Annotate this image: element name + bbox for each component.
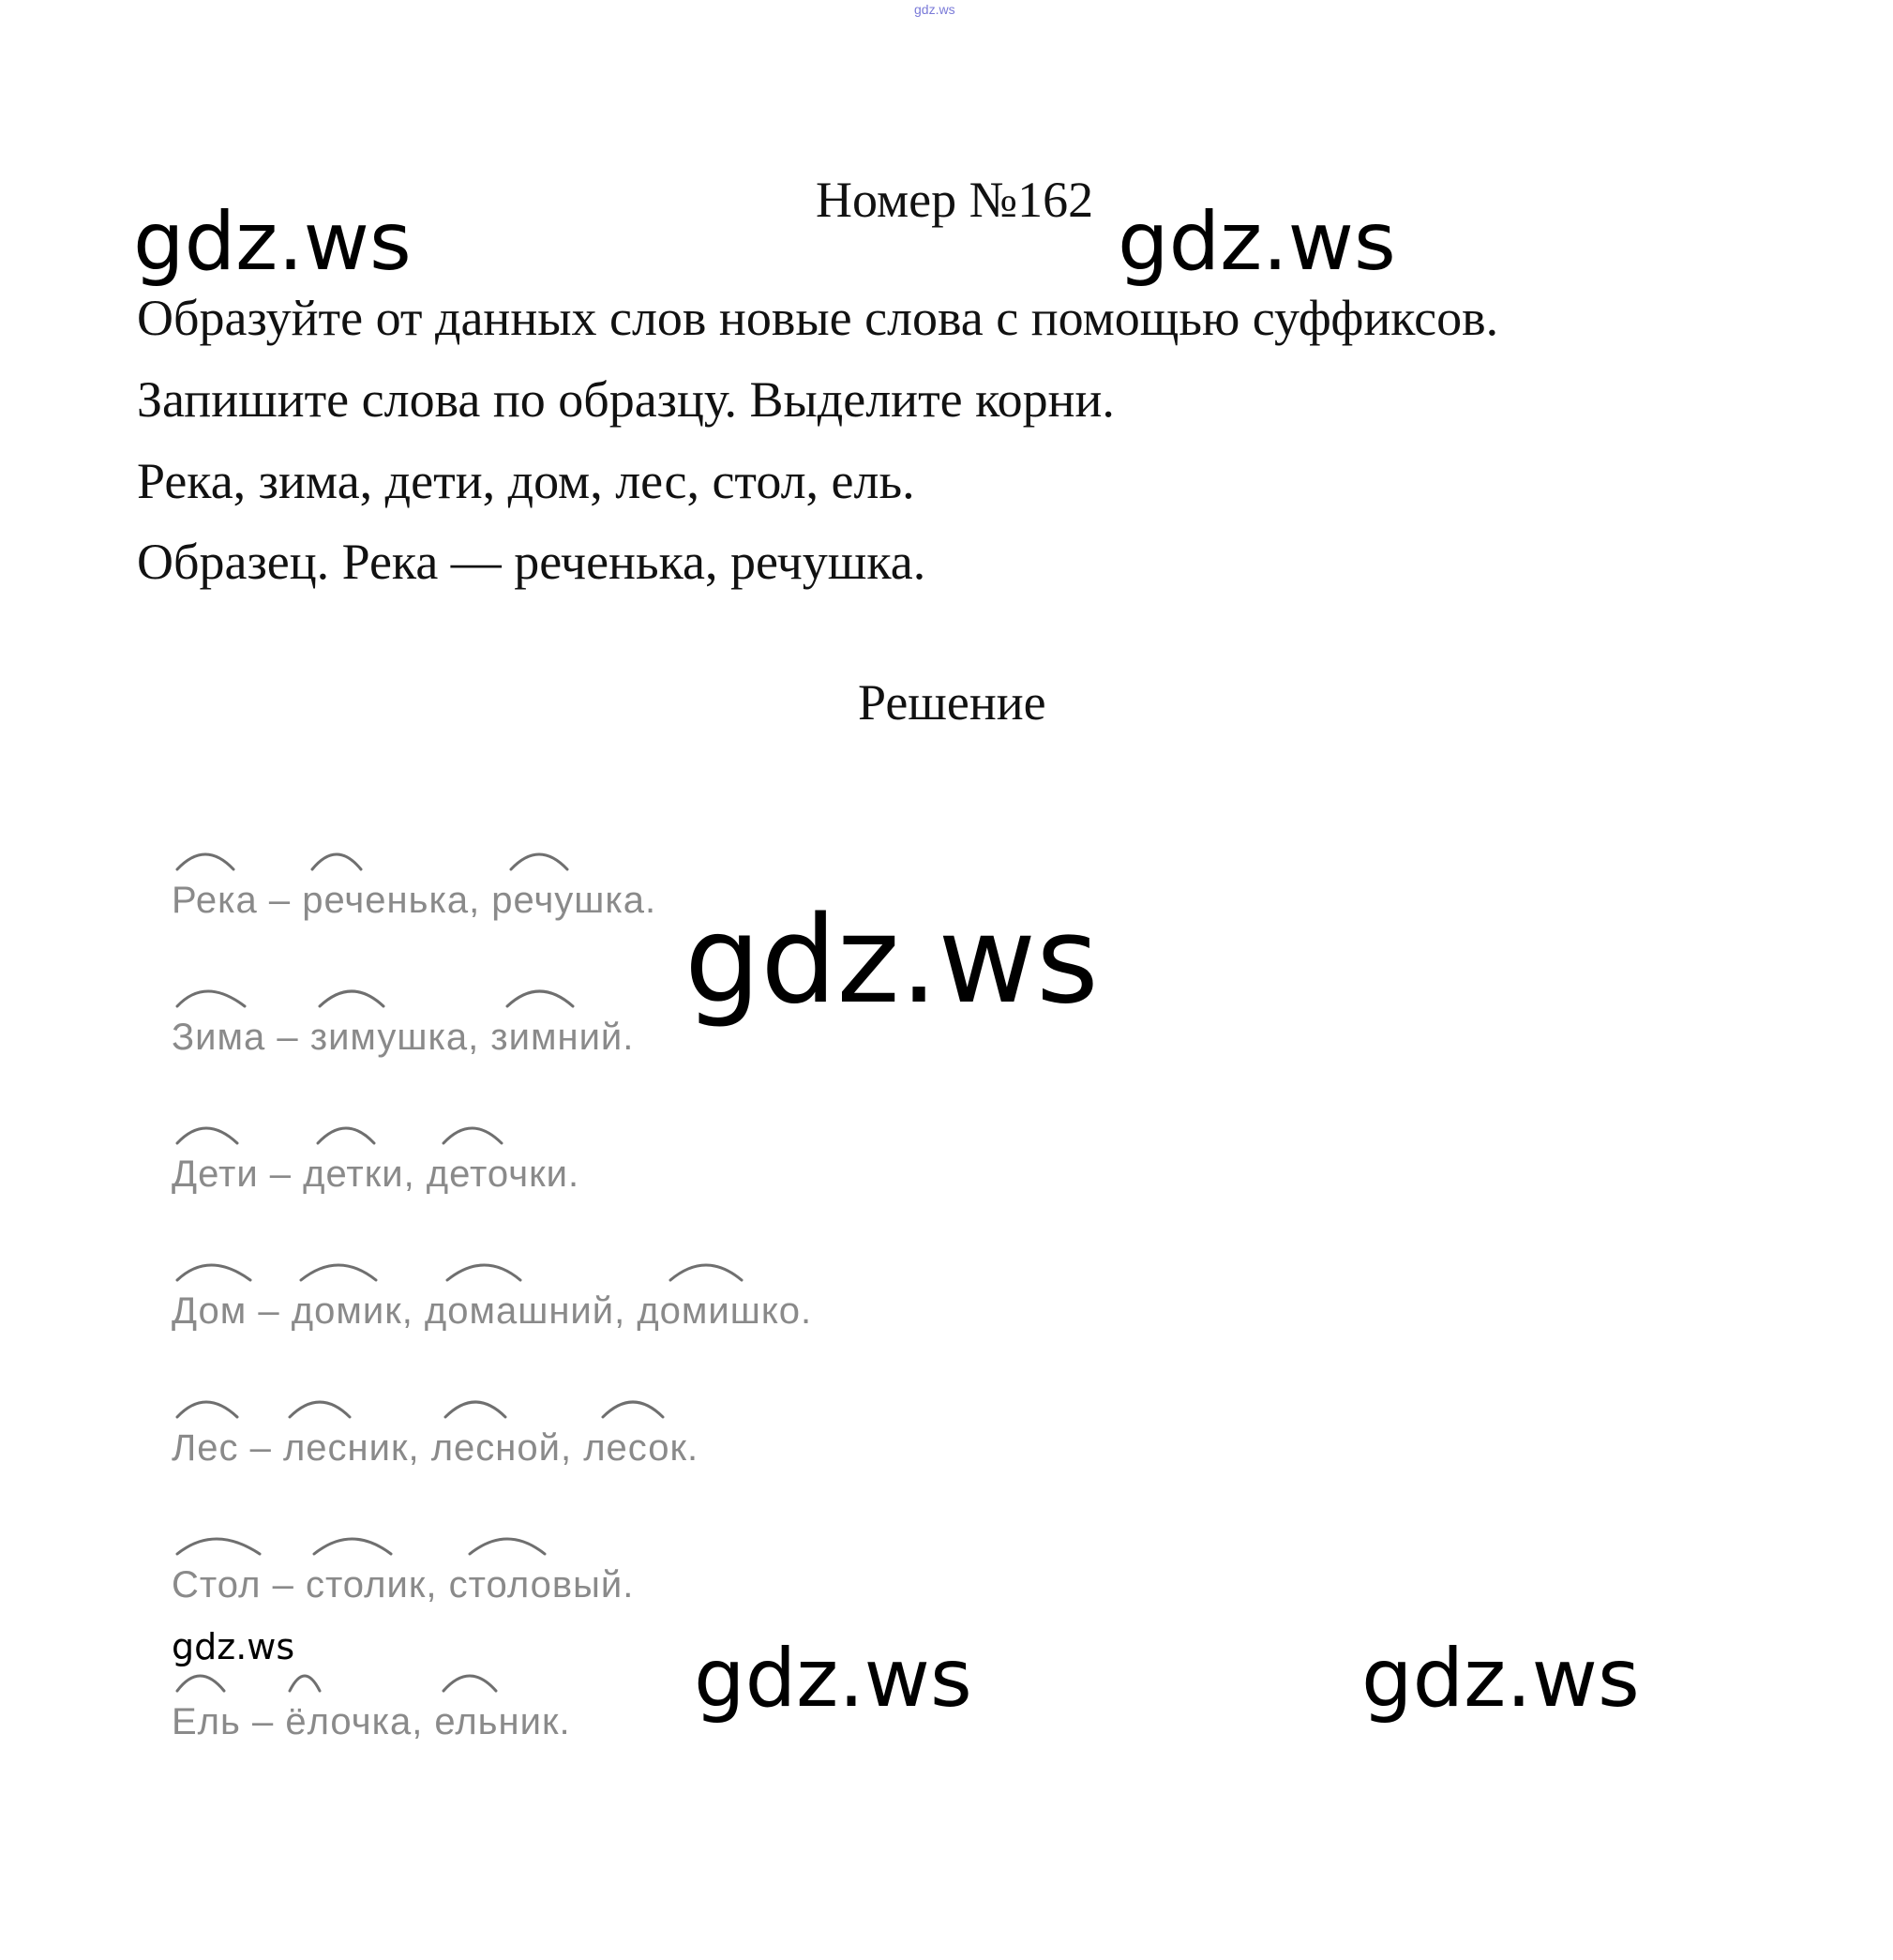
root-arc [290,1402,350,1417]
root-arc [670,1265,742,1280]
exercise-title: Номер №162 [816,172,1094,228]
solution-heading: Решение [858,674,1046,731]
answer-row: Стол – столик, столовый. [172,1564,635,1606]
root-arc [177,1265,250,1280]
root-arc [177,854,233,869]
task-line-3: Река, зима, дети, дом, лес, стол, ель. [137,453,915,509]
root-arc [320,991,383,1006]
answer-row: Ель – ёлочка, ельник. [172,1701,571,1742]
watermark-top-right: gdz.ws [1118,195,1396,289]
root-arc [443,1128,502,1143]
root-arc [301,1265,376,1280]
watermark-small-left: gdz.ws [172,1626,295,1667]
answer-row: Дети – детки, деточки. [172,1153,580,1195]
root-arc [443,1676,496,1691]
answer-row: Лес – лесник, лесной, лесок. [172,1427,699,1469]
root-arc [177,991,245,1006]
root-arc [445,1402,505,1417]
root-arc [312,854,361,869]
root-arc [511,854,567,869]
root-arc [314,1539,391,1554]
watermark-bottom-center: gdz.ws [694,1632,972,1726]
watermark-top-left: gdz.ws [133,195,412,289]
answer-row: Дом – домик, домашний, домишко. [172,1290,813,1332]
root-arc [318,1128,374,1143]
root-arc [177,1676,224,1691]
root-arc [177,1402,237,1417]
watermark-center: gdz.ws [684,891,1099,1031]
task-line-2: Запишите слова по образцу. Выделите корни. [137,371,1115,428]
root-arc [507,991,573,1006]
root-arc [177,1539,260,1554]
top-small-watermark: gdz.ws [914,2,955,17]
root-arc [470,1539,545,1554]
root-arc [290,1676,320,1691]
answer-row: Река – реченька, речушка. [172,880,657,921]
root-arc [177,1128,237,1143]
watermark-bottom-right: gdz.ws [1361,1632,1640,1726]
root-arc [447,1265,520,1280]
task-line-1: Образуйте от данных слов новые слова с помощью суффиксов. [137,290,1499,346]
answer-row: Зима – зимушка, зимний. [172,1017,635,1058]
task-line-4: Образец. Река — реченька, речушка. [137,534,926,590]
root-arc [603,1402,663,1417]
